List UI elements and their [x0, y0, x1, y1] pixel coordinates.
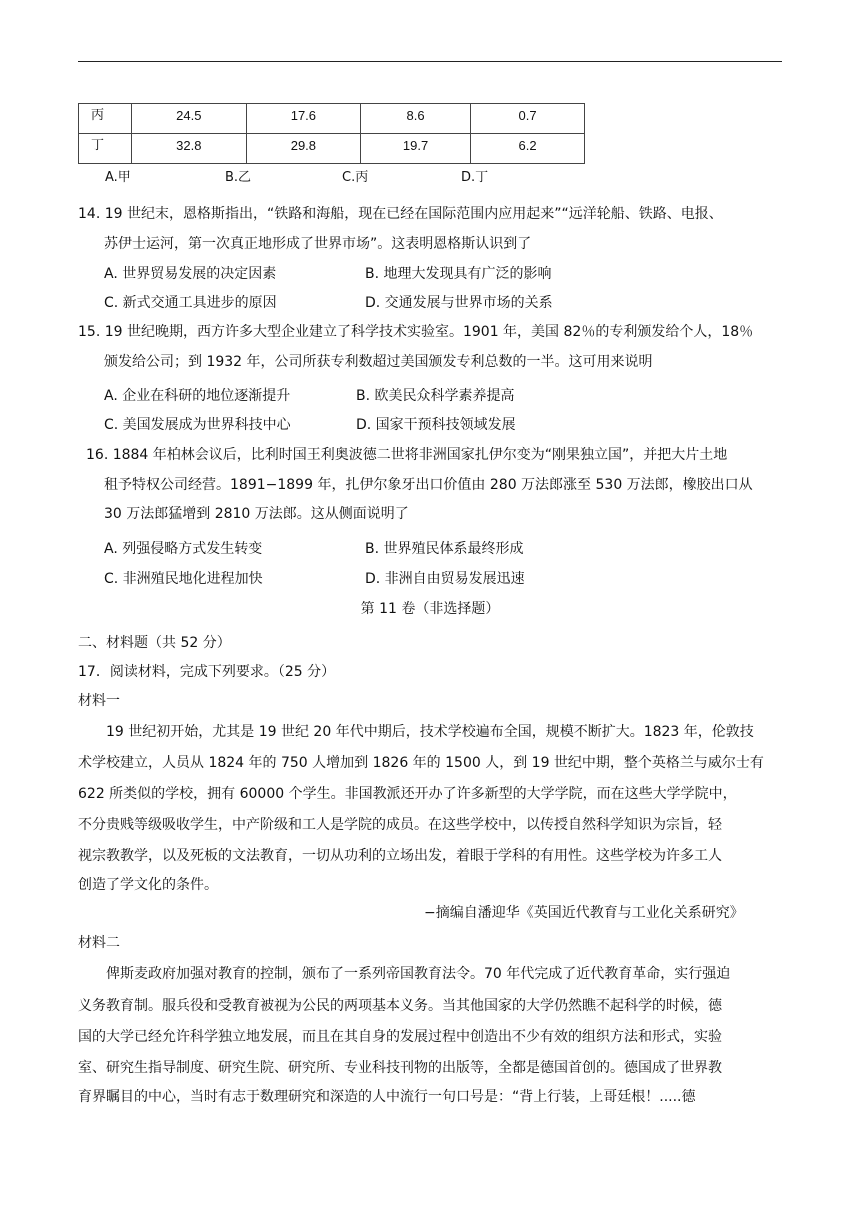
material1-label: 材料一 — [78, 693, 120, 709]
q14-stem-line2: 苏伊士运河，第一次真正地形成了世界市场”。这表明恩格斯认识到了 — [104, 236, 532, 252]
material2-line: 国的大学已经允许科学独立地发展，而且在其自身的发展过程中创造出不少有效的组织方法和形式，实验 — [78, 1029, 722, 1045]
row-label: 丁 — [79, 134, 132, 164]
q13-option-d[interactable]: D.丁 — [461, 170, 489, 185]
q16-stem-line1: 16. 1884 年柏林会议后，比利时国王利奥波德二世将非洲国家扎伊尔变为“刚果独立国”，并把大片土地 — [86, 447, 728, 463]
q15-option-c[interactable]: C. 美国发展成为世界科技中心 — [104, 417, 291, 433]
table-cell: 0.7 — [471, 104, 585, 134]
table-cell: 29.8 — [246, 134, 360, 164]
q14-option-b[interactable]: B. 地理大发现具有广泛的影响 — [365, 266, 552, 282]
material1-line: 视宗教教学，以及死板的文法教育，一切从功利的立场出发，着眼于学科的有用性。这些学校为许多工人 — [78, 848, 722, 864]
table-row — [79, 134, 585, 164]
data-table — [78, 103, 585, 164]
material2-line: 义务教育制。服兵役和受教育被视为公民的两项基本义务。当其他国家的大学仍然瞧不起科学的时候，德 — [78, 998, 722, 1014]
material1-line: 622 所类似的学校，拥有 60000 个学生。非国教派还开办了许多新型的大学学院，而在这些大学学院中， — [78, 786, 737, 802]
q16-option-d[interactable]: D. 非洲自由贸易发展迅速 — [365, 571, 525, 587]
section-title: 第 11 卷（非选择题） — [360, 601, 500, 617]
table-cell: 19.7 — [360, 134, 470, 164]
part2-title: 二、材料题（共 52 分） — [78, 635, 231, 651]
q14-option-d[interactable]: D. 交通发展与世界市场的关系 — [365, 295, 553, 311]
material1-line: 术学校建立，人员从 1824 年的 750 人增加到 1826 年的 1500 人，到 19 世纪中期，整个英格兰与威尔士有 — [78, 755, 764, 771]
q17-title: 17．阅读材料，完成下列要求。（25 分） — [78, 664, 336, 680]
q15-stem-line1: 15. 19 世纪晚期，西方许多大型企业建立了科学技术实验室。1901 年，美国 82％的专利颁发给个人，18％ — [78, 324, 754, 340]
material2-line: 室、研究生指导制度、研究生院、研究所、专业科技刊物的出版等，全都是德国首创的。德国成了世界教 — [78, 1060, 722, 1076]
material2-line: 俾斯麦政府加强对教育的控制，颁布了一系列帝国教育法令。70 年代完成了近代教育革命，实行强迫 — [106, 966, 731, 982]
table-cell: 6.2 — [471, 134, 585, 164]
q14-option-a[interactable]: A. 世界贸易发展的决定因素 — [104, 266, 277, 282]
q14-option-c[interactable]: C. 新式交通工具进步的原因 — [104, 295, 277, 311]
table-cell: 24.5 — [131, 104, 246, 134]
material2-label: 材料二 — [78, 935, 120, 951]
q13-option-b[interactable]: B.乙 — [225, 170, 252, 185]
q14-stem-line1: 14. 19 世纪末，恩格斯指出，“铁路和海船，现在已经在国际范围内应用起来”“远洋轮船、铁路、电报、 — [78, 206, 723, 222]
q16-option-b[interactable]: B. 世界殖民体系最终形成 — [365, 541, 524, 557]
q16-stem-line3: 30 万法郎猛增到 2810 万法郎。这从侧面说明了 — [104, 506, 409, 522]
q15-option-b[interactable]: B. 欧美民众科学素养提高 — [356, 388, 515, 404]
material1-line: 创造了学文化的条件。 — [78, 877, 218, 893]
row-label: 丙 — [79, 104, 132, 134]
table-cell: 17.6 — [246, 104, 360, 134]
q16-option-a[interactable]: A. 列强侵略方式发生转变 — [104, 541, 263, 557]
q13-option-c[interactable]: C.丙 — [342, 170, 369, 185]
q16-option-c[interactable]: C. 非洲殖民地化进程加快 — [104, 571, 263, 587]
q13-option-a[interactable]: A.甲 — [105, 170, 131, 185]
q15-option-a[interactable]: A. 企业在科研的地位逐渐提升 — [104, 388, 291, 404]
header-rule — [78, 61, 782, 62]
q15-stem-line2: 颁发给公司；到 1932 年，公司所获专利数超过美国颁发专利总数的一半。这可用来说明 — [104, 354, 653, 370]
table-cell: 8.6 — [360, 104, 470, 134]
material1-line: 不分贵贱等级吸收学生，中产阶级和工人是学院的成员。在这些学校中，以传授自然科学知识为宗旨，轻 — [78, 817, 722, 833]
material1-source: −摘编自潘迎华《英国近代教育与工业化关系研究》 — [424, 905, 744, 921]
q15-option-d[interactable]: D. 国家干预科技领域发展 — [356, 417, 516, 433]
q16-stem-line2: 租予特权公司经营。1891−1899 年，扎伊尔象牙出口价值由 280 万法郎涨至 530 万法郎，橡胶出口从 — [104, 477, 753, 493]
material2-line: 育界瞩目的中心，当时有志于数理研究和深造的人中流行一句口号是：“背上行装，上哥廷根！.....德 — [78, 1089, 696, 1105]
table-row — [79, 104, 585, 134]
material1-line: 19 世纪初开始，尤其是 19 世纪 20 年代中期后，技术学校遍布全国，规模不断扩大。1823 年，伦敦技 — [106, 724, 754, 740]
table-cell: 32.8 — [131, 134, 246, 164]
